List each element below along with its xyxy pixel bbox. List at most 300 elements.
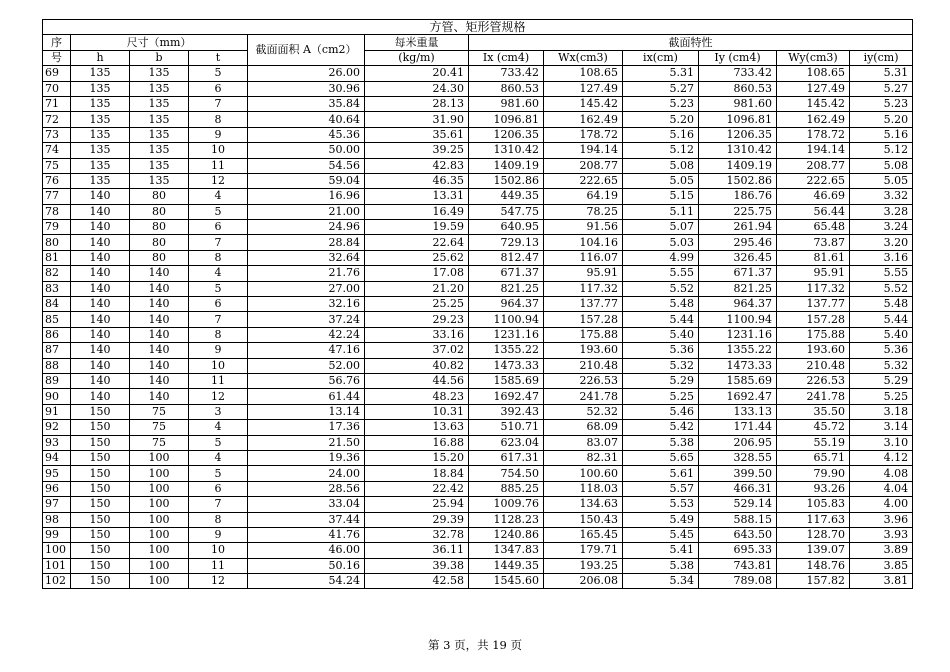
table-cell: 178.72: [777, 127, 850, 142]
table-cell: 100: [130, 543, 189, 558]
table-cell: 5.42: [623, 420, 699, 435]
table-cell: 981.60: [699, 96, 777, 111]
table-cell: 100.60: [544, 466, 623, 481]
table-cell: 102: [43, 574, 71, 589]
table-cell: 37.44: [248, 512, 365, 527]
table-cell: 1206.35: [469, 127, 544, 142]
table-cell: 588.15: [699, 512, 777, 527]
table-row: [43, 574, 913, 589]
table-cell: 96: [43, 481, 71, 496]
table-cell: 80: [43, 235, 71, 250]
table-cell: 3.81: [850, 574, 913, 589]
table-cell: 150: [71, 512, 130, 527]
table-cell: 65.48: [777, 220, 850, 235]
table-cell: 45.36: [248, 127, 365, 142]
table-cell: 1449.35: [469, 558, 544, 573]
table-cell: 29.39: [365, 512, 469, 527]
table-cell: 135: [71, 127, 130, 142]
wy-header: Wy(cm3): [777, 50, 850, 65]
table-cell: 623.04: [469, 435, 544, 450]
table-cell: 21.20: [365, 281, 469, 296]
table-cell: 17.36: [248, 420, 365, 435]
table-cell: 5.34: [623, 574, 699, 589]
table-cell: 165.45: [544, 527, 623, 542]
table-cell: 97: [43, 497, 71, 512]
table-cell: 733.42: [469, 66, 544, 81]
table-cell: 15.20: [365, 450, 469, 465]
table-cell: 75: [130, 420, 189, 435]
table-cell: 5.11: [623, 204, 699, 219]
table-cell: 30.96: [248, 81, 365, 96]
table-cell: 326.45: [699, 250, 777, 265]
table-cell: 1502.86: [469, 173, 544, 188]
table-cell: 9: [189, 343, 248, 358]
table-cell: 729.13: [469, 235, 544, 250]
table-cell: 11: [189, 558, 248, 573]
table-cell: 640.95: [469, 220, 544, 235]
wx-header: Wx(cm3): [544, 50, 623, 65]
table-cell: 41.76: [248, 527, 365, 542]
table-cell: 52.32: [544, 404, 623, 419]
table-cell: 101: [43, 558, 71, 573]
table-cell: 135: [130, 112, 189, 127]
table-cell: 135: [130, 81, 189, 96]
table-cell: 21.50: [248, 435, 365, 450]
table-cell: 29.23: [365, 312, 469, 327]
table-cell: 135: [71, 143, 130, 158]
table-cell: 127.49: [544, 81, 623, 96]
table-cell: 5.55: [623, 266, 699, 281]
table-cell: 5.03: [623, 235, 699, 250]
table-cell: 81: [43, 250, 71, 265]
h-header: h: [71, 50, 130, 65]
table-cell: 90: [43, 389, 71, 404]
table-cell: 3.85: [850, 558, 913, 573]
table-row: [43, 189, 913, 204]
table-cell: 134.63: [544, 497, 623, 512]
table-row: [43, 481, 913, 496]
table-cell: 4: [189, 189, 248, 204]
table-cell: 21.00: [248, 204, 365, 219]
table-cell: 145.42: [544, 96, 623, 111]
table-cell: 5: [189, 466, 248, 481]
table-cell: 1310.42: [469, 143, 544, 158]
table-cell: 5.48: [623, 297, 699, 312]
table-cell: 48.23: [365, 389, 469, 404]
table-cell: 12: [189, 574, 248, 589]
table-cell: 5.29: [850, 373, 913, 388]
table-cell: 89: [43, 373, 71, 388]
table-cell: 50.16: [248, 558, 365, 573]
table-cell: 42.24: [248, 327, 365, 342]
table-cell: 40.82: [365, 358, 469, 373]
table-cell: 98: [43, 512, 71, 527]
table-cell: 79: [43, 220, 71, 235]
table-row: [43, 404, 913, 419]
table-cell: 27.00: [248, 281, 365, 296]
table-cell: 88: [43, 358, 71, 373]
table-cell: 61.44: [248, 389, 365, 404]
table-cell: 5.55: [850, 266, 913, 281]
table-cell: 19.36: [248, 450, 365, 465]
table-cell: 5.36: [623, 343, 699, 358]
table-cell: 13.63: [365, 420, 469, 435]
table-cell: 186.76: [699, 189, 777, 204]
table-cell: 1692.47: [699, 389, 777, 404]
table-cell: 5.38: [623, 558, 699, 573]
table-row: [43, 143, 913, 158]
table-cell: 5.23: [623, 96, 699, 111]
table-cell: 193.60: [777, 343, 850, 358]
table-cell: 100: [130, 527, 189, 542]
table-cell: 10: [189, 143, 248, 158]
area-header: 截面面积 A（cm2）: [248, 35, 365, 66]
table-cell: 226.53: [777, 373, 850, 388]
table-cell: 789.08: [699, 574, 777, 589]
table-cell: 222.65: [544, 173, 623, 188]
table-cell: 5: [189, 435, 248, 450]
table-row: [43, 66, 913, 81]
table-cell: 5.08: [623, 158, 699, 173]
table-cell: 37.24: [248, 312, 365, 327]
table-cell: 83.07: [544, 435, 623, 450]
table-cell: 76: [43, 173, 71, 188]
table-cell: 743.81: [699, 558, 777, 573]
table-cell: 54.56: [248, 158, 365, 173]
table-cell: 93.26: [777, 481, 850, 496]
table-cell: 108.65: [544, 66, 623, 81]
table-cell: 210.48: [544, 358, 623, 373]
table-cell: 3.20: [850, 235, 913, 250]
table-cell: 137.77: [544, 297, 623, 312]
table-cell: 178.72: [544, 127, 623, 142]
table-cell: 95.91: [777, 266, 850, 281]
table-cell: 78.25: [544, 204, 623, 219]
table-cell: 241.78: [777, 389, 850, 404]
table-cell: 26.00: [248, 66, 365, 81]
table-cell: 261.94: [699, 220, 777, 235]
table-cell: 10: [189, 358, 248, 373]
table-cell: 206.08: [544, 574, 623, 589]
table-cell: 31.90: [365, 112, 469, 127]
table-cell: 5.29: [623, 373, 699, 388]
table-cell: 5.32: [850, 358, 913, 373]
table-cell: 84: [43, 297, 71, 312]
table-cell: 22.42: [365, 481, 469, 496]
table-cell: 1585.69: [469, 373, 544, 388]
table-cell: 73: [43, 127, 71, 142]
table-cell: 5.12: [623, 143, 699, 158]
table-cell: 56.44: [777, 204, 850, 219]
table-cell: 12: [189, 173, 248, 188]
table-row: [43, 312, 913, 327]
table-cell: 5.20: [850, 112, 913, 127]
table-cell: 54.24: [248, 574, 365, 589]
table-cell: 5.27: [623, 81, 699, 96]
table-cell: 11: [189, 158, 248, 173]
table-cell: 135: [71, 66, 130, 81]
table-cell: 74: [43, 143, 71, 158]
table-row: [43, 358, 913, 373]
section-spec-table: [42, 19, 913, 589]
table-cell: 226.53: [544, 373, 623, 388]
table-cell: 100: [130, 481, 189, 496]
table-cell: 56.76: [248, 373, 365, 388]
table-cell: 140: [71, 389, 130, 404]
table-cell: 16.49: [365, 204, 469, 219]
table-cell: 162.49: [777, 112, 850, 127]
ix-cm-header: ix(cm): [623, 50, 699, 65]
ix-cm4-header: Ix (cm4): [469, 50, 544, 65]
table-cell: 94: [43, 450, 71, 465]
table-cell: 3.18: [850, 404, 913, 419]
table-cell: 91.56: [544, 220, 623, 235]
table-cell: 10.31: [365, 404, 469, 419]
table-cell: 5.27: [850, 81, 913, 96]
table-cell: 1128.23: [469, 512, 544, 527]
table-cell: 150: [71, 450, 130, 465]
table-cell: 1009.76: [469, 497, 544, 512]
table-cell: 140: [130, 343, 189, 358]
table-cell: 1096.81: [699, 112, 777, 127]
table-cell: 5: [189, 281, 248, 296]
table-cell: 733.42: [699, 66, 777, 81]
table-cell: 75: [43, 158, 71, 173]
table-cell: 5.08: [850, 158, 913, 173]
table-cell: 85: [43, 312, 71, 327]
table-cell: 32.78: [365, 527, 469, 542]
table-row: [43, 420, 913, 435]
table-cell: 1100.94: [469, 312, 544, 327]
table-cell: 821.25: [469, 281, 544, 296]
table-cell: 4.00: [850, 497, 913, 512]
table-cell: 392.43: [469, 404, 544, 419]
table-row: [43, 250, 913, 265]
table-cell: 140: [130, 266, 189, 281]
table-cell: 52.00: [248, 358, 365, 373]
table-cell: 95.91: [544, 266, 623, 281]
table-cell: 65.71: [777, 450, 850, 465]
table-cell: 116.07: [544, 250, 623, 265]
table-cell: 140: [71, 189, 130, 204]
table-cell: 9: [189, 527, 248, 542]
table-cell: 4.99: [623, 250, 699, 265]
table-cell: 140: [71, 235, 130, 250]
table-cell: 71: [43, 96, 71, 111]
table-cell: 36.11: [365, 543, 469, 558]
table-cell: 1473.33: [469, 358, 544, 373]
table-cell: 3: [189, 404, 248, 419]
table-cell: 175.88: [544, 327, 623, 342]
table-cell: 5.15: [623, 189, 699, 204]
table-cell: 140: [71, 281, 130, 296]
table-cell: 135: [130, 143, 189, 158]
table-cell: 5.16: [850, 127, 913, 142]
table-cell: 7: [189, 497, 248, 512]
table-cell: 68.09: [544, 420, 623, 435]
table-row: [43, 450, 913, 465]
table-cell: 127.49: [777, 81, 850, 96]
table-cell: 5.41: [623, 543, 699, 558]
table-cell: 86: [43, 327, 71, 342]
table-cell: 28.84: [248, 235, 365, 250]
table-cell: 194.14: [777, 143, 850, 158]
table-cell: 44.56: [365, 373, 469, 388]
table-cell: 50.00: [248, 143, 365, 158]
table-cell: 1240.86: [469, 527, 544, 542]
table-cell: 37.02: [365, 343, 469, 358]
table-cell: 547.75: [469, 204, 544, 219]
table-row: [43, 96, 913, 111]
table-cell: 16.88: [365, 435, 469, 450]
table-cell: 3.10: [850, 435, 913, 450]
table-row: [43, 327, 913, 342]
table-cell: 133.13: [699, 404, 777, 419]
table-cell: 40.64: [248, 112, 365, 127]
table-cell: 13.14: [248, 404, 365, 419]
table-cell: 80: [130, 204, 189, 219]
table-cell: 1100.94: [699, 312, 777, 327]
table-cell: 18.84: [365, 466, 469, 481]
table-cell: 5.57: [623, 481, 699, 496]
table-cell: 73.87: [777, 235, 850, 250]
table-row: [43, 81, 913, 96]
table-cell: 140: [71, 266, 130, 281]
table-cell: 150: [71, 420, 130, 435]
table-cell: 208.77: [777, 158, 850, 173]
table-cell: 1473.33: [699, 358, 777, 373]
table-row: [43, 466, 913, 481]
table-cell: 35.50: [777, 404, 850, 419]
table-cell: 222.65: [777, 173, 850, 188]
table-cell: 118.03: [544, 481, 623, 496]
table-cell: 140: [130, 327, 189, 342]
table-cell: 208.77: [544, 158, 623, 173]
table-cell: 5.53: [623, 497, 699, 512]
table-row: [43, 266, 913, 281]
table-cell: 82.31: [544, 450, 623, 465]
table-cell: 150: [71, 543, 130, 558]
table-cell: 5.38: [623, 435, 699, 450]
table-cell: 4: [189, 266, 248, 281]
table-cell: 157.28: [544, 312, 623, 327]
table-cell: 1206.35: [699, 127, 777, 142]
table-cell: 150: [71, 527, 130, 542]
table-cell: 100: [130, 512, 189, 527]
table-row: [43, 220, 913, 235]
table-cell: 964.37: [469, 297, 544, 312]
table-cell: 5.05: [623, 173, 699, 188]
table-cell: 11: [189, 373, 248, 388]
title-row: [43, 20, 913, 35]
table-cell: 162.49: [544, 112, 623, 127]
table-cell: 5.48: [850, 297, 913, 312]
table-cell: 8: [189, 512, 248, 527]
table-cell: 100: [130, 497, 189, 512]
table-cell: 5.44: [623, 312, 699, 327]
table-cell: 4: [189, 420, 248, 435]
table-cell: 150: [71, 574, 130, 589]
table-cell: 145.42: [777, 96, 850, 111]
table-cell: 28.56: [248, 481, 365, 496]
table-cell: 25.62: [365, 250, 469, 265]
table-cell: 46.00: [248, 543, 365, 558]
table-cell: 8: [189, 112, 248, 127]
table-cell: 7: [189, 235, 248, 250]
table-cell: 179.71: [544, 543, 623, 558]
table-row: [43, 497, 913, 512]
table-cell: 100: [130, 466, 189, 481]
table-cell: 466.31: [699, 481, 777, 496]
seq-header-bottom: 号: [43, 50, 71, 65]
table-cell: 964.37: [699, 297, 777, 312]
table-cell: 193.25: [544, 558, 623, 573]
table-cell: 821.25: [699, 281, 777, 296]
table-cell: 137.77: [777, 297, 850, 312]
table-cell: 20.41: [365, 66, 469, 81]
table-row: [43, 543, 913, 558]
table-row: [43, 435, 913, 450]
table-cell: 150: [71, 558, 130, 573]
table-cell: 150: [71, 497, 130, 512]
table-cell: 148.76: [777, 558, 850, 573]
table-cell: 140: [130, 297, 189, 312]
table-cell: 5.32: [623, 358, 699, 373]
table-cell: 24.00: [248, 466, 365, 481]
table-cell: 3.96: [850, 512, 913, 527]
table-cell: 100: [43, 543, 71, 558]
weight-header-bottom: (kg/m): [365, 50, 469, 65]
table-cell: 5.40: [623, 327, 699, 342]
table-cell: 135: [130, 173, 189, 188]
table-cell: 139.07: [777, 543, 850, 558]
table-cell: 4.12: [850, 450, 913, 465]
table-cell: 79.90: [777, 466, 850, 481]
table-cell: 140: [71, 220, 130, 235]
table-cell: 171.44: [699, 420, 777, 435]
table-cell: 5.20: [623, 112, 699, 127]
table-cell: 6: [189, 220, 248, 235]
table-cell: 6: [189, 481, 248, 496]
table-cell: 5.46: [623, 404, 699, 419]
table-cell: 135: [71, 112, 130, 127]
table-cell: 5.44: [850, 312, 913, 327]
table-cell: 4.04: [850, 481, 913, 496]
table-cell: 157.28: [777, 312, 850, 327]
table-cell: 77: [43, 189, 71, 204]
table-cell: 6: [189, 297, 248, 312]
table-cell: 885.25: [469, 481, 544, 496]
table-cell: 91: [43, 404, 71, 419]
table-cell: 140: [71, 297, 130, 312]
table-cell: 135: [71, 173, 130, 188]
table-row: [43, 235, 913, 250]
table-cell: 5.65: [623, 450, 699, 465]
table-cell: 17.08: [365, 266, 469, 281]
table-cell: 150: [71, 466, 130, 481]
table-cell: 3.14: [850, 420, 913, 435]
table-cell: 812.47: [469, 250, 544, 265]
table-cell: 643.50: [699, 527, 777, 542]
table-cell: 140: [130, 373, 189, 388]
table-cell: 12: [189, 389, 248, 404]
table-cell: 25.25: [365, 297, 469, 312]
table-cell: 5.52: [850, 281, 913, 296]
table-cell: 22.64: [365, 235, 469, 250]
table-cell: 80: [130, 220, 189, 235]
table-row: [43, 112, 913, 127]
table-cell: 328.55: [699, 450, 777, 465]
